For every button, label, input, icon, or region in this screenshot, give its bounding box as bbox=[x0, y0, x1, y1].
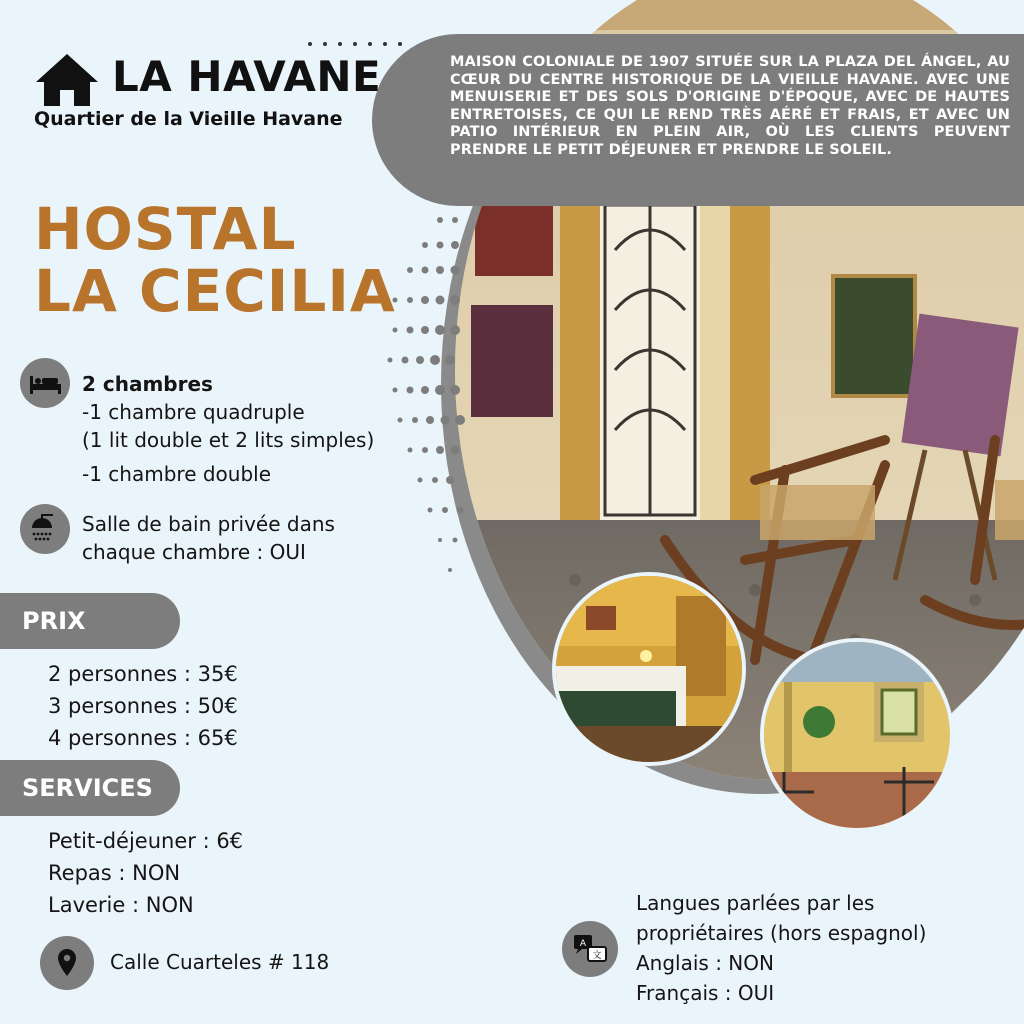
bed-icon bbox=[20, 358, 70, 408]
hostal-name-line1: HOSTAL bbox=[34, 195, 297, 263]
bathroom-info bbox=[82, 510, 335, 566]
languages-line1: Langues parlées par les bbox=[636, 891, 875, 915]
city-title: LA HAVANE bbox=[112, 52, 382, 101]
translate-icon bbox=[562, 921, 618, 977]
price-item: 3 personnes : 50€ bbox=[48, 694, 238, 718]
shower-icon bbox=[20, 504, 70, 554]
rooms-line2: (1 lit double et 2 lits simples) bbox=[82, 428, 375, 452]
languages-line4: Français : OUI bbox=[636, 981, 775, 1005]
service-item: Repas : NON bbox=[48, 861, 181, 885]
district-subtitle: Quartier de la Vieille Havane bbox=[34, 108, 343, 130]
patio-photo bbox=[760, 638, 954, 832]
home-icon bbox=[34, 52, 100, 108]
bathroom-line1: Salle de bain privée dans bbox=[82, 512, 335, 536]
price-item: 2 personnes : 35€ bbox=[48, 662, 238, 686]
svg-text:A: A bbox=[579, 939, 587, 949]
bedroom-photo bbox=[552, 572, 746, 766]
prices-list bbox=[48, 658, 238, 754]
description-text: MAISON COLONIALE DE 1907 SITUÉE SUR LA PLAZA DEL ÁNGEL, AU CŒUR DU CENTRE HISTORIQUE DE LA VIEILLE HAVANE. AVEC UNE MENUISERIE ET DES SOLS D'ORIGINE D'ÉPOQUE, AVEC DE HAUTES ENTRETOISES, CE QUI LE REND TRÈS AÉRÉ ET FRAIS, ET AVEC UN PATIO INTÉRIEUR EN PLEIN AIR, OÙ LES CLIENTS PEUVENT PRENDRE LE PETIT DÉJEUNER ET PRENDRE LE SOLEIL. bbox=[450, 54, 1010, 158]
services-list bbox=[48, 825, 243, 921]
service-item: Laverie : NON bbox=[48, 893, 194, 917]
rooms-heading: 2 chambres bbox=[82, 372, 213, 396]
price-item: 4 personnes : 65€ bbox=[48, 726, 238, 750]
prices-label: PRIX bbox=[0, 593, 180, 649]
hostal-name bbox=[34, 195, 396, 325]
address-text: Calle Cuarteles # 118 bbox=[110, 950, 330, 974]
hostal-name-line2: LA CECILIA bbox=[34, 257, 396, 325]
rooms-info bbox=[82, 370, 374, 488]
map-pin-icon bbox=[40, 936, 94, 990]
languages-line2: propriétaires (hors espagnol) bbox=[636, 921, 927, 945]
languages-info bbox=[636, 888, 926, 1008]
svg-text:文: 文 bbox=[592, 951, 602, 961]
languages-line3: Anglais : NON bbox=[636, 951, 774, 975]
rooms-line1: -1 chambre quadruple bbox=[82, 400, 305, 424]
services-label: SERVICES bbox=[0, 760, 180, 816]
bathroom-line2: chaque chambre : OUI bbox=[82, 540, 306, 564]
service-item: Petit-déjeuner : 6€ bbox=[48, 829, 244, 853]
rooms-line3: -1 chambre double bbox=[82, 462, 272, 486]
